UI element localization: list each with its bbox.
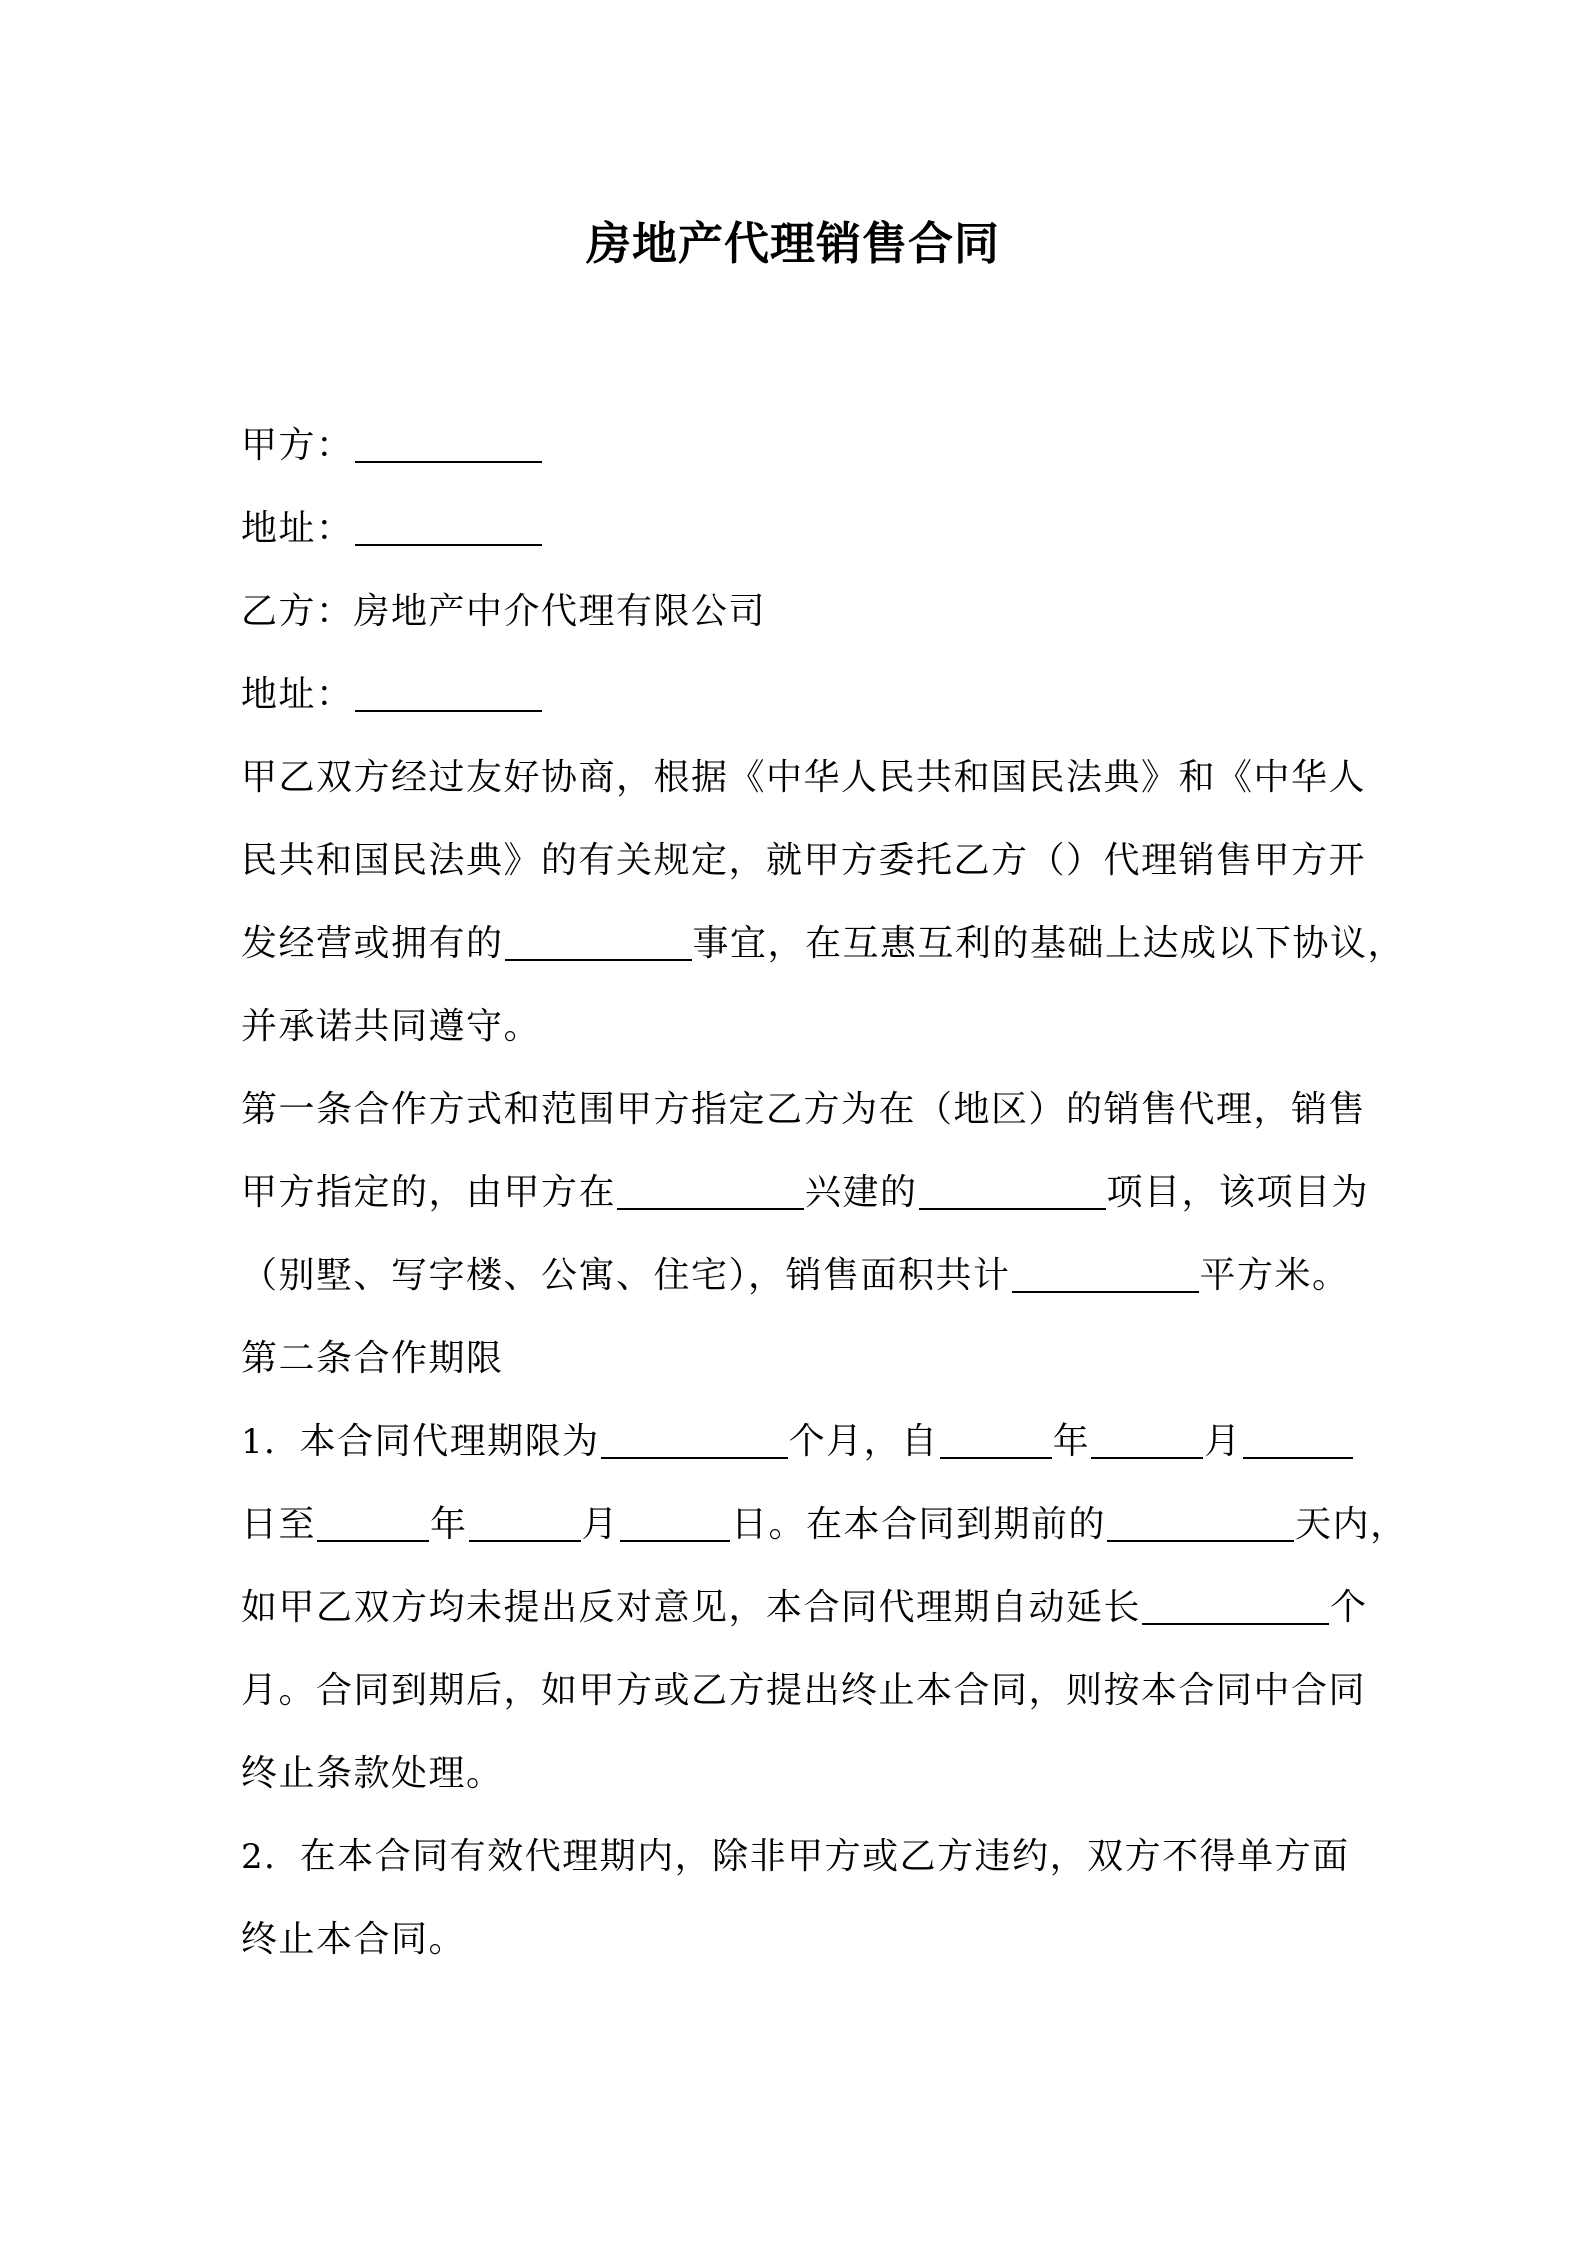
end-day-blank: [620, 1540, 730, 1542]
party-a-address-label: 地址：: [241, 508, 354, 549]
months-blank: [601, 1457, 788, 1459]
party-a-address-blank: [355, 544, 542, 546]
intro-line-1: 甲乙双方经过友好协商，根据《中华人民共和国民法典》和《中华人: [241, 757, 1367, 798]
intro-line-2: 民共和国民法典》的有关规定，就甲方委托乙方（）代理销售甲方开: [241, 840, 1367, 881]
intro-line-3: [241, 902, 1406, 985]
party-b-address-blank: [355, 710, 542, 712]
item-text: 个月，自: [788, 1421, 939, 1462]
party-b-line: [241, 570, 1373, 653]
party-a-label: 甲方：: [241, 425, 354, 466]
start-year-blank: [940, 1457, 1052, 1459]
item-number: 2．: [241, 1837, 300, 1877]
item-number: 1．: [241, 1422, 300, 1462]
article1-text: 兴建的: [805, 1172, 918, 1213]
end-year-blank: [317, 1540, 429, 1542]
article1-text: 项目，该项目为: [1106, 1172, 1370, 1213]
intro-line-4: 并承诺共同遵守。: [241, 1006, 542, 1047]
start-month-blank: [1091, 1457, 1203, 1459]
intro-text: 发经营或拥有的: [241, 923, 504, 964]
article2-heading: 第二条合作期限: [241, 1338, 504, 1379]
item-text: 在本合同有效代理期内，除非甲方或乙方违约，双方不得单方面: [299, 1836, 1350, 1877]
party-b-address-line: [241, 653, 1373, 736]
article2-item2-line-1: [241, 1815, 1373, 1898]
article2-item1-line-1: [241, 1400, 1373, 1483]
article2-item1-line-2: [241, 1483, 1408, 1566]
project-blank: [919, 1208, 1106, 1210]
item-text: 如甲乙双方均未提出反对意见，本合同代理期自动延长: [241, 1587, 1142, 1628]
article1-line-3: [241, 1234, 1373, 1317]
item-text: 月: [581, 1504, 620, 1545]
area-blank: [1012, 1291, 1199, 1293]
article2-item1-line-3: [241, 1566, 1373, 1649]
item-text: 本合同代理期限为: [299, 1421, 600, 1462]
item-text: 年: [430, 1504, 468, 1545]
party-b-label: 乙方：: [241, 591, 354, 632]
item-text: 日至: [241, 1504, 317, 1545]
item-text: 月: [1204, 1421, 1242, 1462]
article1-line-1: 第一条合作方式和范围甲方指定乙方为在（地区）的销售代理，销售: [241, 1089, 1367, 1130]
item-text: 日。在本合同到期前的: [731, 1504, 1107, 1545]
article2-item1-line-5: 终止条款处理。: [241, 1753, 504, 1794]
article1-line-2: [241, 1151, 1373, 1234]
item-text: 天内，: [1295, 1504, 1408, 1545]
party-a-blank: [355, 461, 542, 463]
party-b-value: 房地产中介代理有限公司: [353, 591, 767, 632]
contract-body: [241, 404, 1408, 1981]
start-day-blank: [1243, 1457, 1353, 1459]
article1-text: 平方米。: [1199, 1255, 1350, 1296]
article2-item2-line-2: 终止本合同。: [241, 1919, 467, 1960]
intro-text: 事宜，在互惠互利的基础上达成以下协议，: [692, 923, 1406, 964]
article1-text: 甲方指定的，由甲方在: [241, 1172, 617, 1213]
item-text: 年: [1052, 1421, 1091, 1462]
property-blank: [505, 959, 692, 961]
notice-days-blank: [1107, 1540, 1294, 1542]
extension-blank: [1142, 1623, 1329, 1625]
party-a-address-line: [241, 487, 1373, 570]
article2-item1-line-4: 月。合同到期后，如甲方或乙方提出终止本合同，则按本合同中合同: [241, 1670, 1367, 1711]
item-text: 个: [1330, 1587, 1368, 1628]
article1-text: （别墅、写字楼、公寓、住宅），销售面积共计: [241, 1255, 1011, 1296]
end-month-blank: [469, 1540, 581, 1542]
location-blank: [617, 1208, 804, 1210]
party-a-line: [241, 404, 1373, 487]
document-title: 房地产代理销售合同: [585, 217, 1000, 270]
party-b-address-label: 地址：: [241, 674, 354, 715]
